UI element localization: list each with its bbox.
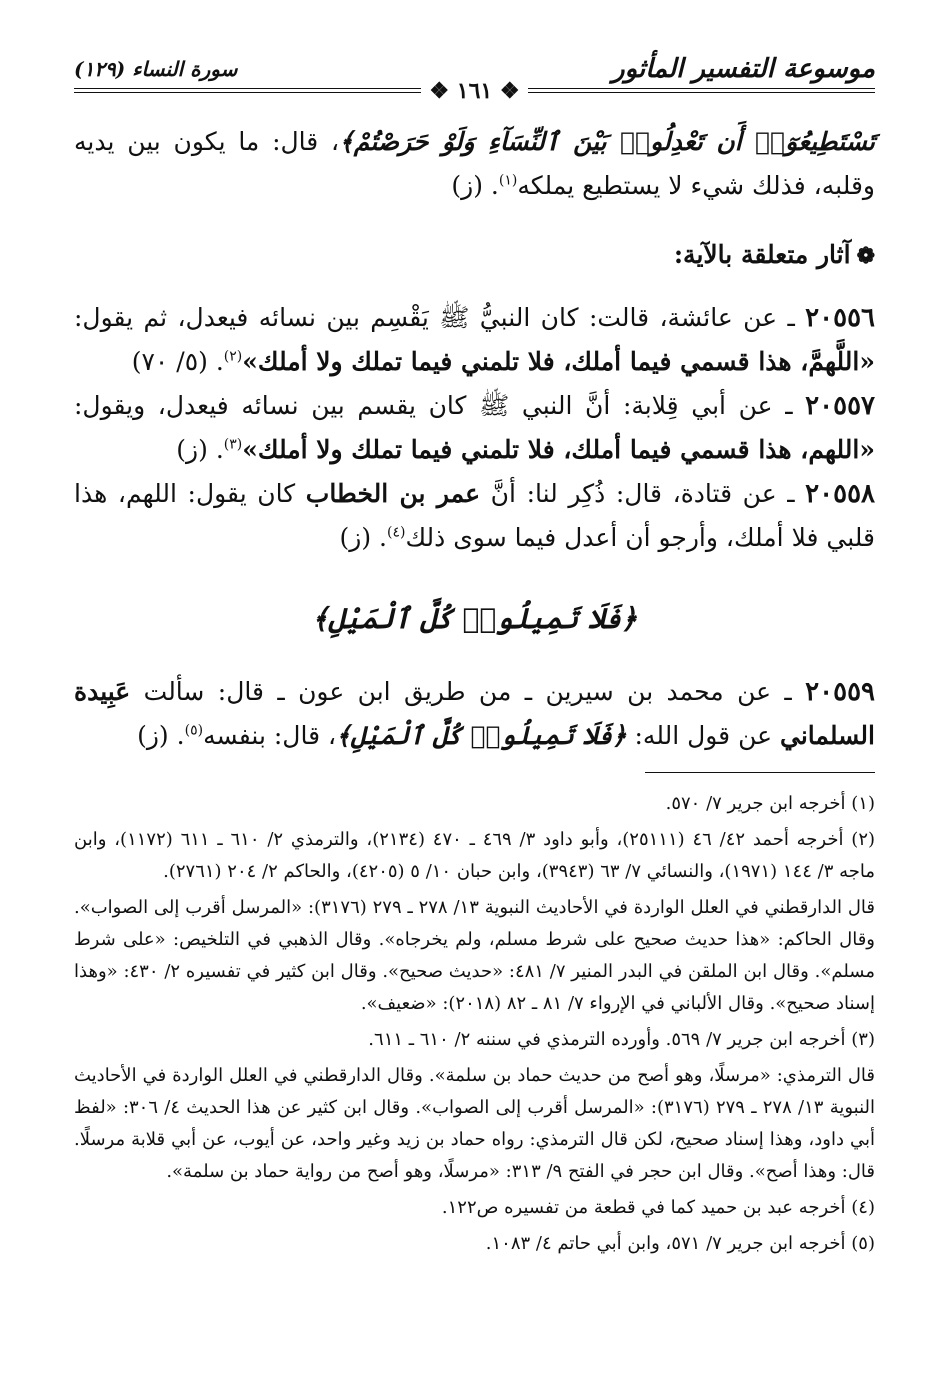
entry-tail: . (ز)	[176, 435, 224, 464]
entry-number: ٢٠٥٥٧	[805, 391, 875, 421]
section-title: آثار متعلقة بالآية:	[673, 240, 851, 269]
entry-tail: . (ز)	[137, 721, 185, 750]
footnote-rule	[645, 772, 875, 773]
entry-mid: عن قول الله:	[626, 721, 780, 750]
footnotes	[74, 788, 875, 1264]
entry-20557	[74, 384, 875, 472]
page-number-wrap	[0, 78, 949, 104]
footnote-comment: قال الترمذي: «مرسلًا، وهو أصح من حديث حماد بن سلمة». وقال الدارقطني في العلل الواردة في الأحاديث النبوية ١٣/ ٢٧٨ ـ ٢٧٩ (٣١٧٦): «المرسل أقرب إلى الصواب». وقال ابن كثير عن هذا الحديث ٤/ ٣٠٦: «لفظ أبي داود، وهذا إسناد صحيح، لكن قال الترمذي: رواه حماد بن زيد وغير واحد، عن أيوب، عن أبي قلابة مرسلًا. قال: وهذا أصح». وقال ابن حجر في الفتح ٩/ ٣١٣: «مرسلًا، وهو أصح من رواية حماد بن سلمة».	[74, 1065, 876, 1182]
footnote: (٢) أخرجه أحمد ٤٢/ ٤٦ (٢٥١١١)، وأبو داود ٣/ ٤٦٩ ـ ٤٧٠ (٢١٣٤)، والترمذي ٢/ ٦١٠ ـ ٦١١ (١١٧٢)، وابن ماجه ٣/ ١٤٤ (١٩٧١)، والنسائي ٧/ ٦٣ (٣٩٤٣)، وابن حبان ١٠/ ٥ (٤٢٠٥)، والحاكم ٢/ ٢٠٤ (٢٧٦١).	[74, 829, 876, 882]
page-number: ❖ ١٦١ ❖	[421, 78, 527, 104]
entry-tail: . (ز)	[339, 523, 387, 552]
footnote: (١) أخرجه ابن جرير ٧/ ٥٧٠.	[665, 793, 875, 814]
entry-bold-name: عمر بن الخطاب	[305, 479, 481, 508]
entry-quote: «اللهم، هذا قسمي فيما أملك، فلا تلمني فيما تملك ولا أملك»	[242, 435, 875, 464]
entry-20558	[74, 472, 875, 560]
footnote: (٤) أخرجه عبد بن حميد كما في قطعة من تفسيره ص١٢٢.	[441, 1197, 875, 1218]
footnote-ref: (٢)	[223, 348, 243, 365]
footnote-comment: قال الدارقطني في العلل الواردة في الأحاديث النبوية ١٣/ ٢٧٨ ـ ٢٧٩ (٣١٧٦): «المرسل أقرب إلى الصواب». وقال الحاكم: «هذا حديث صحيح على شرط مسلم، ولم يخرجاه». وقال الذهبي في التلخيص: «على شرط مسلم». وقال ابن الملقن في البدر المنير ٧/ ٤٨١: «حديث صحيح». وقال ابن كثير في تفسيره ٢/ ٤٣٠: «وهذا إسناد صحيح». وقال الألباني في الإرواء ٧/ ٨١ ـ ٨٢ (٢٠١٨): «ضعيف».	[74, 897, 876, 1014]
entry-quote: «اللَّهمَّ، هذا قسمي فيما أملك، فلا تلمني فيما تملك ولا أملك»	[242, 347, 875, 376]
intro-text: ، قال: ما يكون بين يديه وقلبه، فذلك شيء لا يستطيع يملكه	[74, 127, 875, 200]
quran-verse: تَسْتَطِيعُوٓا۟ أَن تَعْدِلُوا۟ بَيْنَ ٱلنِّسَآءِ وَلَوْ حَرَصْتُمْ	[353, 127, 875, 156]
entry-lead: ـ عن قتادة، قال: ذُكِر لنا: أنَّ	[480, 479, 806, 508]
flower-icon: ❁	[856, 243, 875, 269]
entry-lead: ـ عن أبي قِلابة: أنَّ النبي ﷺ كان يقسم بين نسائه فيعدل، ويقول:	[74, 391, 806, 420]
verse-heading: ﴿فَلَا تَمِيلُوا۟ كُلَّ ٱلْمَيْلِ﴾	[311, 602, 638, 635]
footnote-ref: (٤)	[387, 524, 406, 541]
entry-rest: كان يقول: اللهم، هذا قلبي فلا أملك، وأرجو أن أعدل فيما سوى ذلك	[74, 479, 875, 552]
sura-label: سورة النساء (١٢٩)	[74, 57, 238, 81]
entry-number: ٢٠٥٥٨	[805, 479, 875, 509]
footnote-ref: (١)	[498, 172, 518, 189]
entry-bold-name: عَبِيدة السلماني	[74, 677, 875, 750]
entry-tail: . (٥/ ٧٠)	[131, 347, 224, 376]
entry-20556	[74, 296, 875, 384]
footnote-ref: (٥)	[184, 722, 204, 739]
footnote-ref: (٣)	[223, 436, 243, 453]
intro-tail: . (ز)	[451, 171, 499, 200]
quran-verse: ﴿فَلَا تَمِيلُوا۟ كُلَّ ٱلْمَيْلِ﴾	[336, 721, 627, 750]
footnote: (٥) أخرجه ابن جرير ٧/ ٥٧١، وابن أبي حاتم ٤/ ١٠٨٣.	[485, 1233, 875, 1254]
footnote: (٣) أخرجه ابن جرير ٧/ ٥٦٩. وأورده الترمذي في سننه ٢/ ٦١٠ ـ ٦١١.	[368, 1029, 875, 1050]
verse-bracket-close: ﴾	[339, 127, 354, 156]
entry-number: ٢٠٥٥٦	[805, 303, 875, 333]
intro-paragraph	[74, 120, 875, 208]
section-heading	[74, 240, 875, 269]
entry-lead: ـ عن محمد بن سيرين ـ من طريق ابن عون ـ قال: سألت	[130, 677, 806, 706]
entry-20559	[74, 670, 875, 758]
book-title: موسوعة التفسير المأثور	[612, 54, 875, 84]
entry-lead: ـ عن عائشة، قالت: كان النبيُّ ﷺ يَقْسِم بين نسائه فيعدل، ثم يقول:	[74, 303, 806, 332]
entry-number: ٢٠٥٥٩	[805, 677, 875, 707]
entry-rest: ، قال: بنفسه	[203, 721, 337, 750]
